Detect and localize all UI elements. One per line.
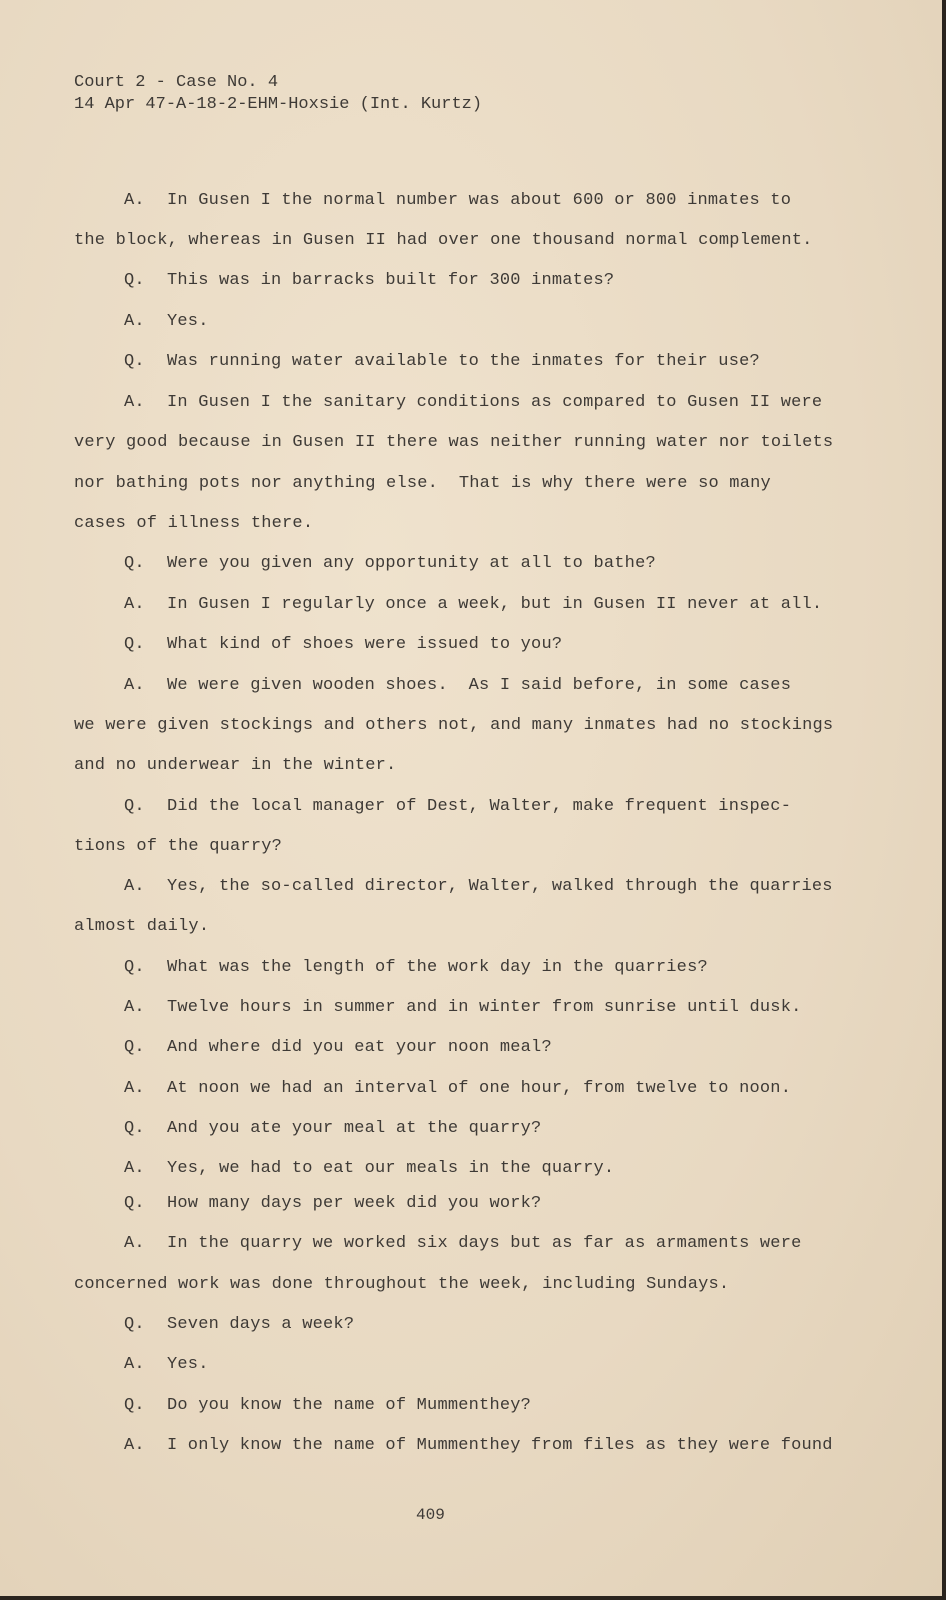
speaker-marker: A. — [124, 1079, 145, 1098]
speaker-marker: A. — [124, 393, 145, 412]
header-line-1: Court 2 - Case No. 4 — [74, 73, 279, 92]
speaker-marker: Q. — [124, 958, 145, 977]
transcript-line — [74, 836, 282, 858]
line-text: At noon we had an interval of one hour, from twelve to noon. — [167, 1079, 792, 1098]
transcript-line — [74, 916, 209, 938]
line-text: we were given stockings and others not, and many inmates had no stockings — [74, 716, 834, 735]
line-text: Do you know the name of Mummenthey? — [167, 1396, 532, 1415]
line-text: This was in barracks built for 300 inmates? — [167, 271, 615, 290]
line-text: tions of the quarry? — [74, 837, 283, 856]
line-text: concerned work was done throughout the week, including Sundays. — [74, 1275, 730, 1294]
line-text: What kind of shoes were issued to you? — [167, 635, 563, 654]
line-text: In Gusen I the normal number was about 600 or 800 inmates to — [167, 191, 792, 210]
line-text: cases of illness there. — [74, 514, 314, 533]
page-number: 409 — [416, 1506, 445, 1524]
line-text: I only know the name of Mummenthey from files as they were found — [167, 1436, 833, 1455]
line-text: almost daily. — [74, 917, 210, 936]
line-text: Yes. — [167, 312, 209, 331]
line-text: nor bathing pots nor anything else. That is why there were so many — [74, 474, 771, 493]
speaker-marker: A. — [124, 1355, 145, 1374]
line-text: And you ate your meal at the quarry? — [167, 1119, 542, 1138]
transcript-line — [74, 432, 833, 454]
transcript-line — [74, 715, 833, 737]
speaker-marker: Q. — [124, 1119, 145, 1138]
transcript-line — [74, 473, 771, 495]
line-text: Did the local manager of Dest, Walter, make frequent inspec- — [167, 797, 792, 816]
line-text: In the quarry we worked six days but as far as armaments were — [167, 1234, 802, 1253]
header-line-2: 14 Apr 47-A-18-2-EHM-Hoxsie (Int. Kurtz) — [74, 95, 483, 114]
line-text: Yes, the so-called director, Walter, walked through the quarries — [167, 877, 833, 896]
line-text: What was the length of the work day in the quarries? — [167, 958, 708, 977]
line-text: Twelve hours in summer and in winter from sunrise until dusk. — [167, 998, 802, 1017]
transcript-line — [74, 230, 813, 252]
line-text: And where did you eat your noon meal? — [167, 1038, 552, 1057]
speaker-marker: Q. — [124, 554, 145, 573]
speaker-marker: A. — [124, 595, 145, 614]
line-text: Were you given any opportunity at all to bathe? — [167, 554, 656, 573]
line-text: How many days per week did you work? — [167, 1194, 542, 1213]
transcript-line — [74, 1274, 729, 1296]
line-text: Yes. — [167, 1355, 209, 1374]
transcript-line — [74, 755, 396, 777]
line-text: Seven days a week? — [167, 1315, 355, 1334]
line-text: very good because in Gusen II there was neither running water nor toilets — [74, 433, 834, 452]
speaker-marker: A. — [124, 676, 145, 695]
speaker-marker: Q. — [124, 352, 145, 371]
speaker-marker: Q. — [124, 1194, 145, 1213]
line-text: and no underwear in the winter. — [74, 756, 397, 775]
speaker-marker: Q. — [124, 635, 145, 654]
line-text: Yes, we had to eat our meals in the quarry. — [167, 1159, 615, 1178]
line-text: Was running water available to the inmates for their use? — [167, 352, 760, 371]
speaker-marker: Q. — [124, 797, 145, 816]
line-text: the block, whereas in Gusen II had over one thousand normal complement. — [74, 231, 813, 250]
line-text: In Gusen I regularly once a week, but in Gusen II never at all. — [167, 595, 823, 614]
speaker-marker: A. — [124, 1234, 145, 1253]
page-header — [74, 72, 482, 116]
speaker-marker: Q. — [124, 1038, 145, 1057]
speaker-marker: Q. — [124, 271, 145, 290]
speaker-marker: A. — [124, 877, 145, 896]
speaker-marker: A. — [124, 1159, 145, 1178]
speaker-marker: A. — [124, 998, 145, 1017]
transcript-line — [74, 513, 313, 535]
speaker-marker: A. — [124, 1436, 145, 1455]
line-text: We were given wooden shoes. As I said before, in some cases — [167, 676, 792, 695]
speaker-marker: Q. — [124, 1396, 145, 1415]
speaker-marker: A. — [124, 191, 145, 210]
speaker-marker: A. — [124, 312, 145, 331]
line-text: In Gusen I the sanitary conditions as compared to Gusen II were — [167, 393, 823, 412]
speaker-marker: Q. — [124, 1315, 145, 1334]
